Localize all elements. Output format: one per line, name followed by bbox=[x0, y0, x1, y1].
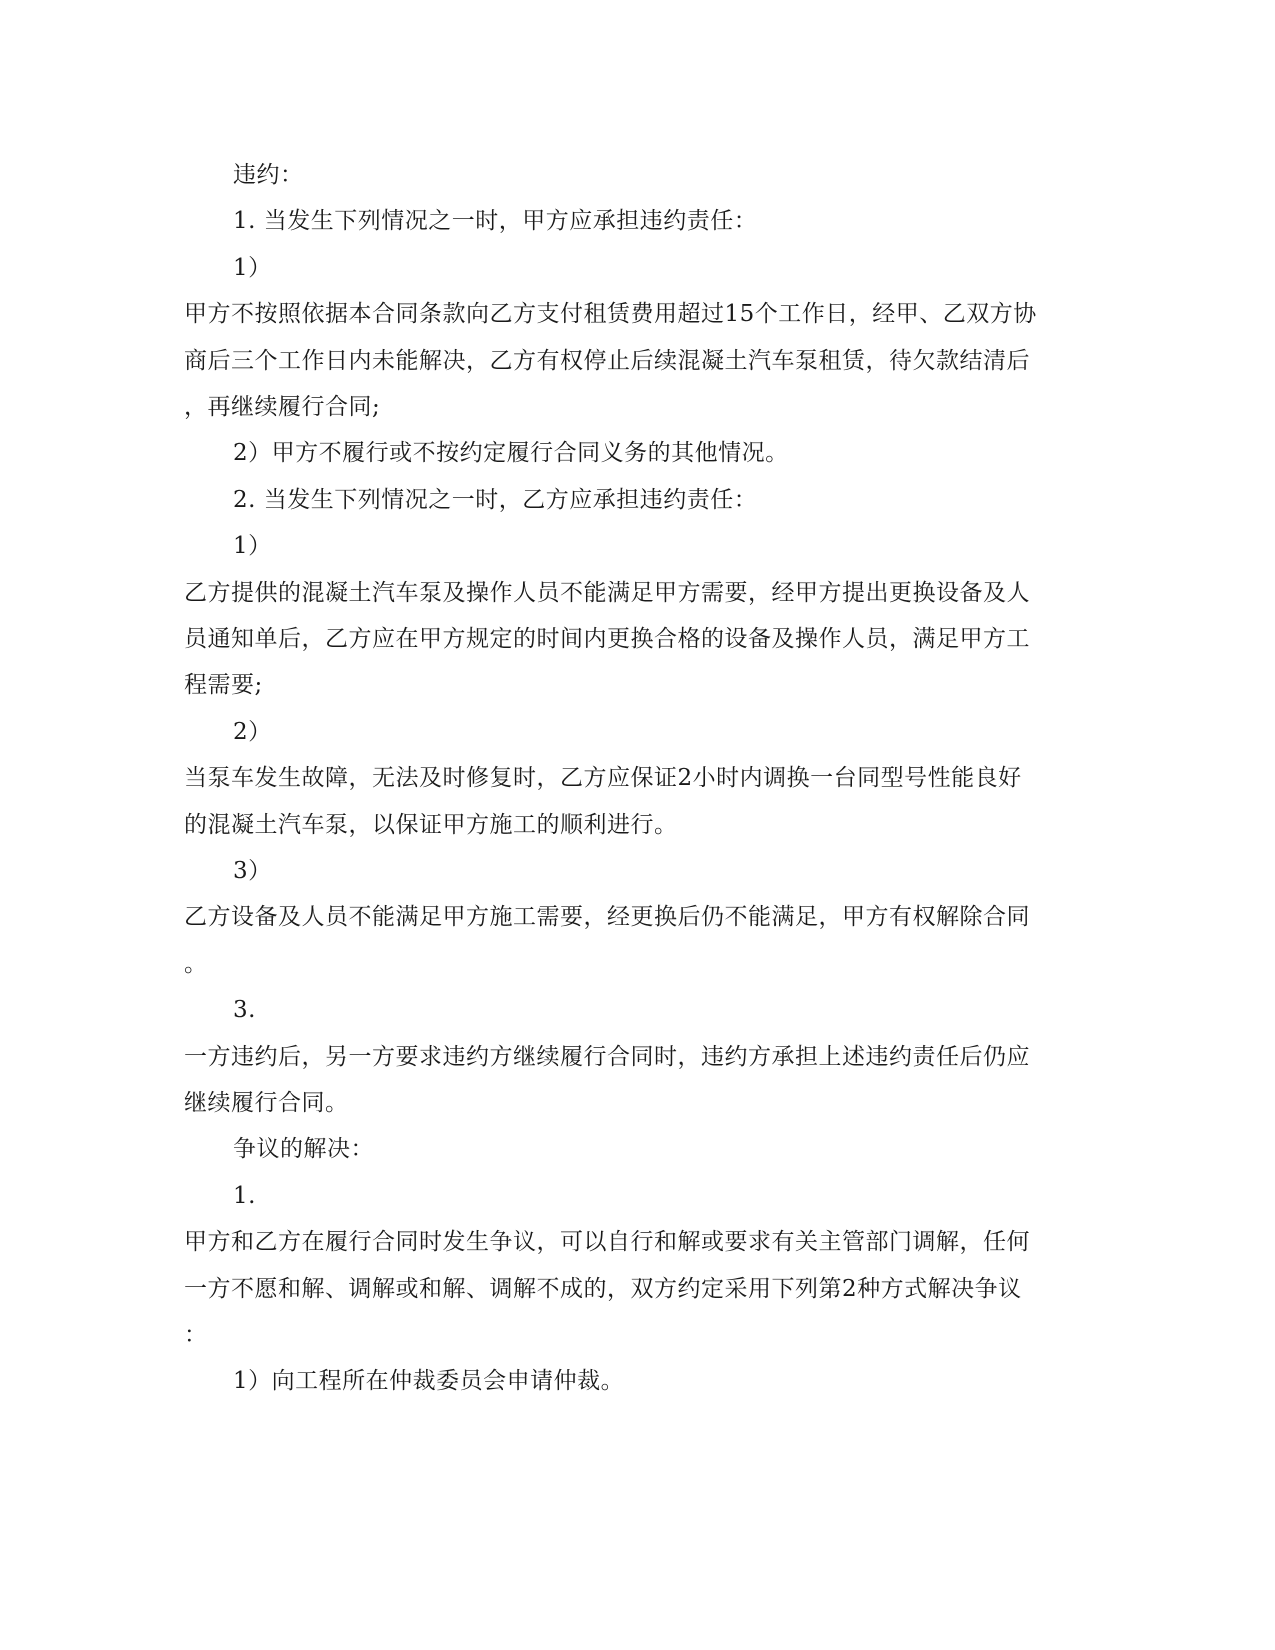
clause-2-heading: 2. 当发生下列情况之一时，乙方应承担违约责任： bbox=[233, 487, 758, 513]
section-heading-dispute: 争议的解决： bbox=[233, 1136, 374, 1162]
paragraph-line: 的混凝土汽车泵，以保证甲方施工的顺利进行。 bbox=[184, 812, 678, 838]
paragraph-line: ，再继续履行合同; bbox=[184, 394, 381, 420]
paragraph-line: 当泵车发生故障，无法及时修复时，乙方应保证2小时内调换一台同型号性能良好 bbox=[184, 765, 1022, 791]
paragraph-line: 甲方和乙方在履行合同时发生争议，可以自行和解或要求有关主管部门调解，任何 bbox=[184, 1229, 1030, 1255]
dispute-option-1: 1）向工程所在仲裁委员会申请仲裁。 bbox=[233, 1368, 625, 1394]
paragraph-line: 继续履行合同。 bbox=[184, 1090, 349, 1116]
clause-1-heading: 1. 当发生下列情况之一时，甲方应承担违约责任： bbox=[233, 208, 758, 234]
paragraph-line: 商后三个工作日内未能解决，乙方有权停止后续混凝土汽车泵租赁，待欠款结清后 bbox=[184, 348, 1030, 374]
clause-2-item-2-marker: 2） bbox=[233, 719, 272, 745]
clause-3-marker: 3. bbox=[233, 997, 256, 1023]
paragraph-line: 。 bbox=[184, 951, 208, 977]
paragraph-line: 乙方提供的混凝土汽车泵及操作人员不能满足甲方需要，经甲方提出更换设备及人 bbox=[184, 580, 1030, 606]
section-heading-breach: 违约： bbox=[233, 162, 304, 188]
paragraph-line: 员通知单后，乙方应在甲方规定的时间内更换合格的设备及操作人员，满足甲方工 bbox=[184, 626, 1030, 652]
paragraph-line: 程需要; bbox=[184, 672, 263, 698]
paragraph-line: ： bbox=[184, 1322, 208, 1348]
dispute-clause-1-marker: 1. bbox=[233, 1183, 256, 1209]
clause-1-item-1-marker: 1） bbox=[233, 255, 272, 281]
clause-2-item-1-marker: 1） bbox=[233, 533, 272, 559]
paragraph-line: 乙方设备及人员不能满足甲方施工需要，经更换后仍不能满足，甲方有权解除合同 bbox=[184, 904, 1030, 930]
clause-2-item-3-marker: 3） bbox=[233, 858, 272, 884]
paragraph-line: 一方不愿和解、调解或和解、调解不成的，双方约定采用下列第2种方式解决争议 bbox=[184, 1276, 1022, 1302]
paragraph-line: 甲方不按照依据本合同条款向乙方支付租赁费用超过15个工作日，经甲、乙双方协 bbox=[184, 301, 1037, 327]
clause-1-item-2: 2）甲方不履行或不按约定履行合同义务的其他情况。 bbox=[233, 440, 789, 466]
paragraph-line: 一方违约后，另一方要求违约方继续履行合同时，违约方承担上述违约责任后仍应 bbox=[184, 1044, 1030, 1070]
